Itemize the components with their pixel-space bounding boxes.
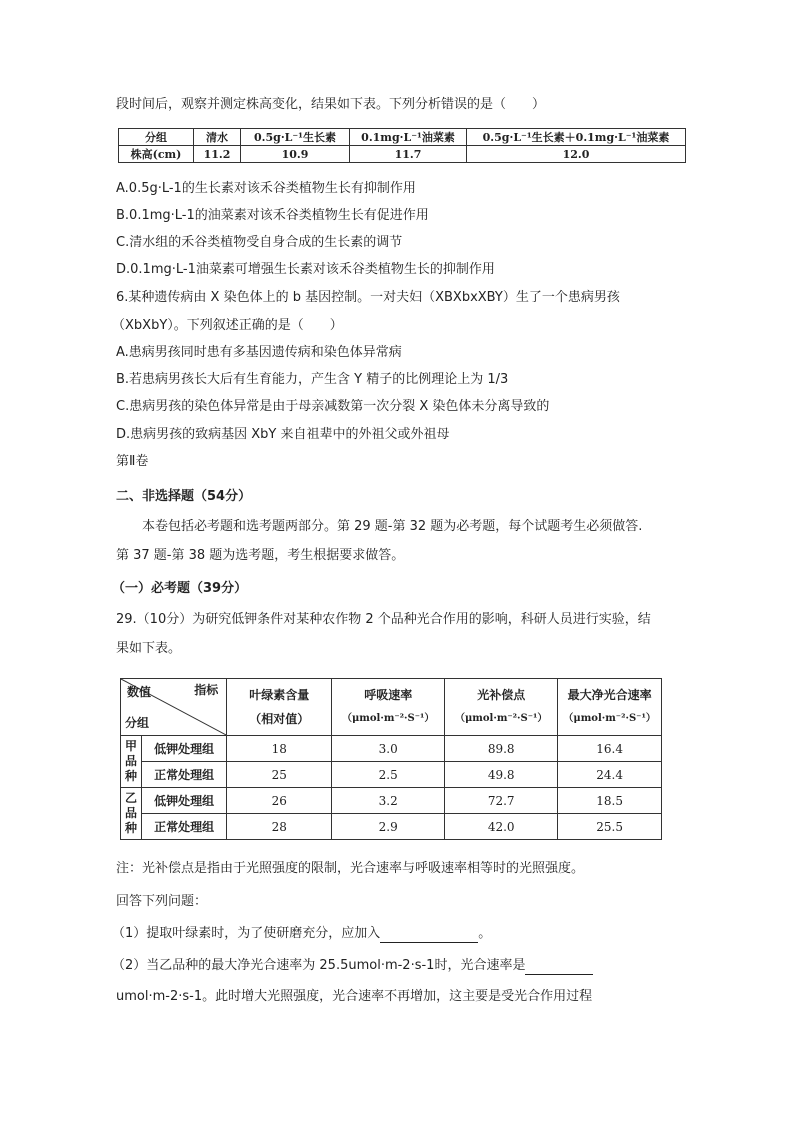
table-cell: 株高(cm) bbox=[119, 146, 194, 163]
table-header bbox=[558, 679, 662, 736]
table-header: 分组 bbox=[119, 129, 194, 146]
section-intro-cont: 第 37 题-第 38 题为选考题，考生根据要求做答。 bbox=[116, 548, 405, 563]
header-title: 光补偿点 bbox=[477, 688, 526, 702]
table-cell: 25 bbox=[227, 762, 332, 788]
question-29-stem: 29.（10分）为研究低钾条件对某种农作物 2 个品种光合作用的影响，科研人员进行实验，结 bbox=[116, 612, 651, 627]
variety-label: 乙品种 bbox=[121, 788, 142, 840]
table-cell: 25.5 bbox=[558, 814, 662, 840]
table-cell: 12.0 bbox=[467, 146, 686, 163]
header-unit: （相对值） bbox=[249, 712, 310, 726]
variety-label: 甲品种 bbox=[121, 736, 142, 788]
answer-blank-1[interactable] bbox=[380, 928, 478, 943]
table-cell: 49.8 bbox=[445, 762, 558, 788]
required-title: （一）必考题（39分） bbox=[112, 581, 248, 596]
table-note: 注：光补偿点是指由于光照强度的限制，光合速率与呼吸速率相等时的光照强度。 bbox=[116, 861, 585, 876]
table-row bbox=[121, 736, 662, 762]
header-unit: （μmol·m⁻²·S⁻¹） bbox=[454, 713, 548, 724]
table-row bbox=[121, 814, 662, 840]
table-cell: 18.5 bbox=[558, 788, 662, 814]
table-header: 0.1mg·L⁻¹油菜素 bbox=[350, 129, 467, 146]
sub-question-2-cont: umol·m-2·s-1。此时增大光照强度，光合速率不再增加，这主要是受光合作用过程 bbox=[116, 989, 593, 1004]
corner-value-label: 数值 bbox=[127, 685, 152, 699]
table-header: 0.5g·L⁻¹生长素＋0.1mg·L⁻¹油菜素 bbox=[467, 129, 686, 146]
question-6-stem: 6.某种遗传病由 X 染色体上的 b 基因控制。一对夫妇（XBXbxXBY）生了一个患病男孩 bbox=[116, 290, 620, 305]
header-title: 呼吸速率 bbox=[364, 688, 413, 702]
volume-title: 第Ⅱ卷 bbox=[116, 454, 149, 469]
table-cell: 89.8 bbox=[445, 736, 558, 762]
header-unit: （μmol·m⁻²·S⁻¹） bbox=[341, 713, 435, 724]
group-cell: 正常处理组 bbox=[142, 814, 227, 840]
table-row bbox=[121, 679, 662, 736]
table-cell: 11.2 bbox=[194, 146, 241, 163]
option-5b: B.0.1mg·L-1的油菜素对该禾谷类植物生长有促进作用 bbox=[116, 208, 429, 223]
corner-group-label: 分组 bbox=[125, 716, 150, 730]
section-title: 二、非选择题（54分） bbox=[116, 489, 252, 504]
group-cell: 低钾处理组 bbox=[142, 736, 227, 762]
table-header bbox=[227, 679, 332, 736]
photosynthesis-table bbox=[120, 678, 662, 840]
table-cell: 42.0 bbox=[445, 814, 558, 840]
table-row bbox=[119, 146, 686, 163]
table-row bbox=[121, 762, 662, 788]
question-29-stem-cont: 果如下表。 bbox=[116, 641, 182, 656]
option-5d: D.0.1mg·L-1油菜素可增强生长素对该禾谷类植物生长的抑制作用 bbox=[116, 262, 495, 277]
section-intro: 本卷包括必考题和选考题两部分。第 29 题-第 32 题为必考题，每个试题考生必须做答. bbox=[142, 519, 643, 534]
group-cell: 低钾处理组 bbox=[142, 788, 227, 814]
question-6-stem-cont: （XbXbY）。下列叙述正确的是（ ） bbox=[112, 318, 343, 333]
sub-question-1 bbox=[112, 925, 491, 943]
table-row bbox=[121, 788, 662, 814]
table-cell: 3.2 bbox=[332, 788, 445, 814]
option-6b: B.若患病男孩长大后有生育能力，产生含 Y 精子的比例理论上为 1/3 bbox=[116, 372, 509, 387]
answer-prompt: 回答下列问题： bbox=[116, 894, 208, 909]
option-5c: C.清水组的禾谷类植物受自身合成的生长素的调节 bbox=[116, 235, 403, 250]
plant-height-table bbox=[118, 128, 686, 163]
option-5a: A.0.5g·L-1的生长素对该禾谷类植物生长有抑制作用 bbox=[116, 181, 416, 196]
sub-question-2-text: （2）当乙品种的最大净光合速率为 25.5umol·m-2·s-1时，光合速率是 bbox=[112, 958, 526, 973]
corner-index-label: 指标 bbox=[194, 683, 219, 697]
table-cell: 18 bbox=[227, 736, 332, 762]
table-cell: 16.4 bbox=[558, 736, 662, 762]
table-header bbox=[332, 679, 445, 736]
option-6d: D.患病男孩的致病基因 XbY 来自祖辈中的外祖父或外祖母 bbox=[116, 427, 450, 442]
table-cell: 2.9 bbox=[332, 814, 445, 840]
table-cell: 11.7 bbox=[350, 146, 467, 163]
table-cell: 28 bbox=[227, 814, 332, 840]
table-header: 0.5g·L⁻¹生长素 bbox=[241, 129, 350, 146]
header-unit: （μmol·m⁻²·S⁻¹） bbox=[563, 713, 656, 724]
header-title: 最大净光合速率 bbox=[567, 688, 652, 702]
table-header bbox=[445, 679, 558, 736]
option-6c: C.患病男孩的染色体异常是由于母亲减数第一次分裂 X 染色体未分离导致的 bbox=[116, 399, 550, 414]
sub-question-2 bbox=[112, 957, 593, 975]
sub-question-1-text: （1）提取叶绿素时，为了使研磨充分，应加入 bbox=[112, 926, 381, 941]
table-cell: 26 bbox=[227, 788, 332, 814]
table-cell: 2.5 bbox=[332, 762, 445, 788]
table-header: 清水 bbox=[194, 129, 241, 146]
option-6a: A.患病男孩同时患有多基因遗传病和染色体异常病 bbox=[116, 345, 402, 360]
table-cell: 24.4 bbox=[558, 762, 662, 788]
table-row bbox=[119, 129, 686, 146]
table-cell: 3.0 bbox=[332, 736, 445, 762]
sub-question-1-end: 。 bbox=[478, 926, 492, 941]
table-corner-cell bbox=[121, 679, 227, 736]
question-5-stem: 段时间后，观察并测定株高变化，结果如下表。下列分析错误的是（ ） bbox=[116, 97, 546, 112]
answer-blank-2[interactable] bbox=[525, 960, 593, 975]
table-cell: 72.7 bbox=[445, 788, 558, 814]
header-title: 叶绿素含量 bbox=[249, 688, 310, 702]
table-cell: 10.9 bbox=[241, 146, 350, 163]
group-cell: 正常处理组 bbox=[142, 762, 227, 788]
